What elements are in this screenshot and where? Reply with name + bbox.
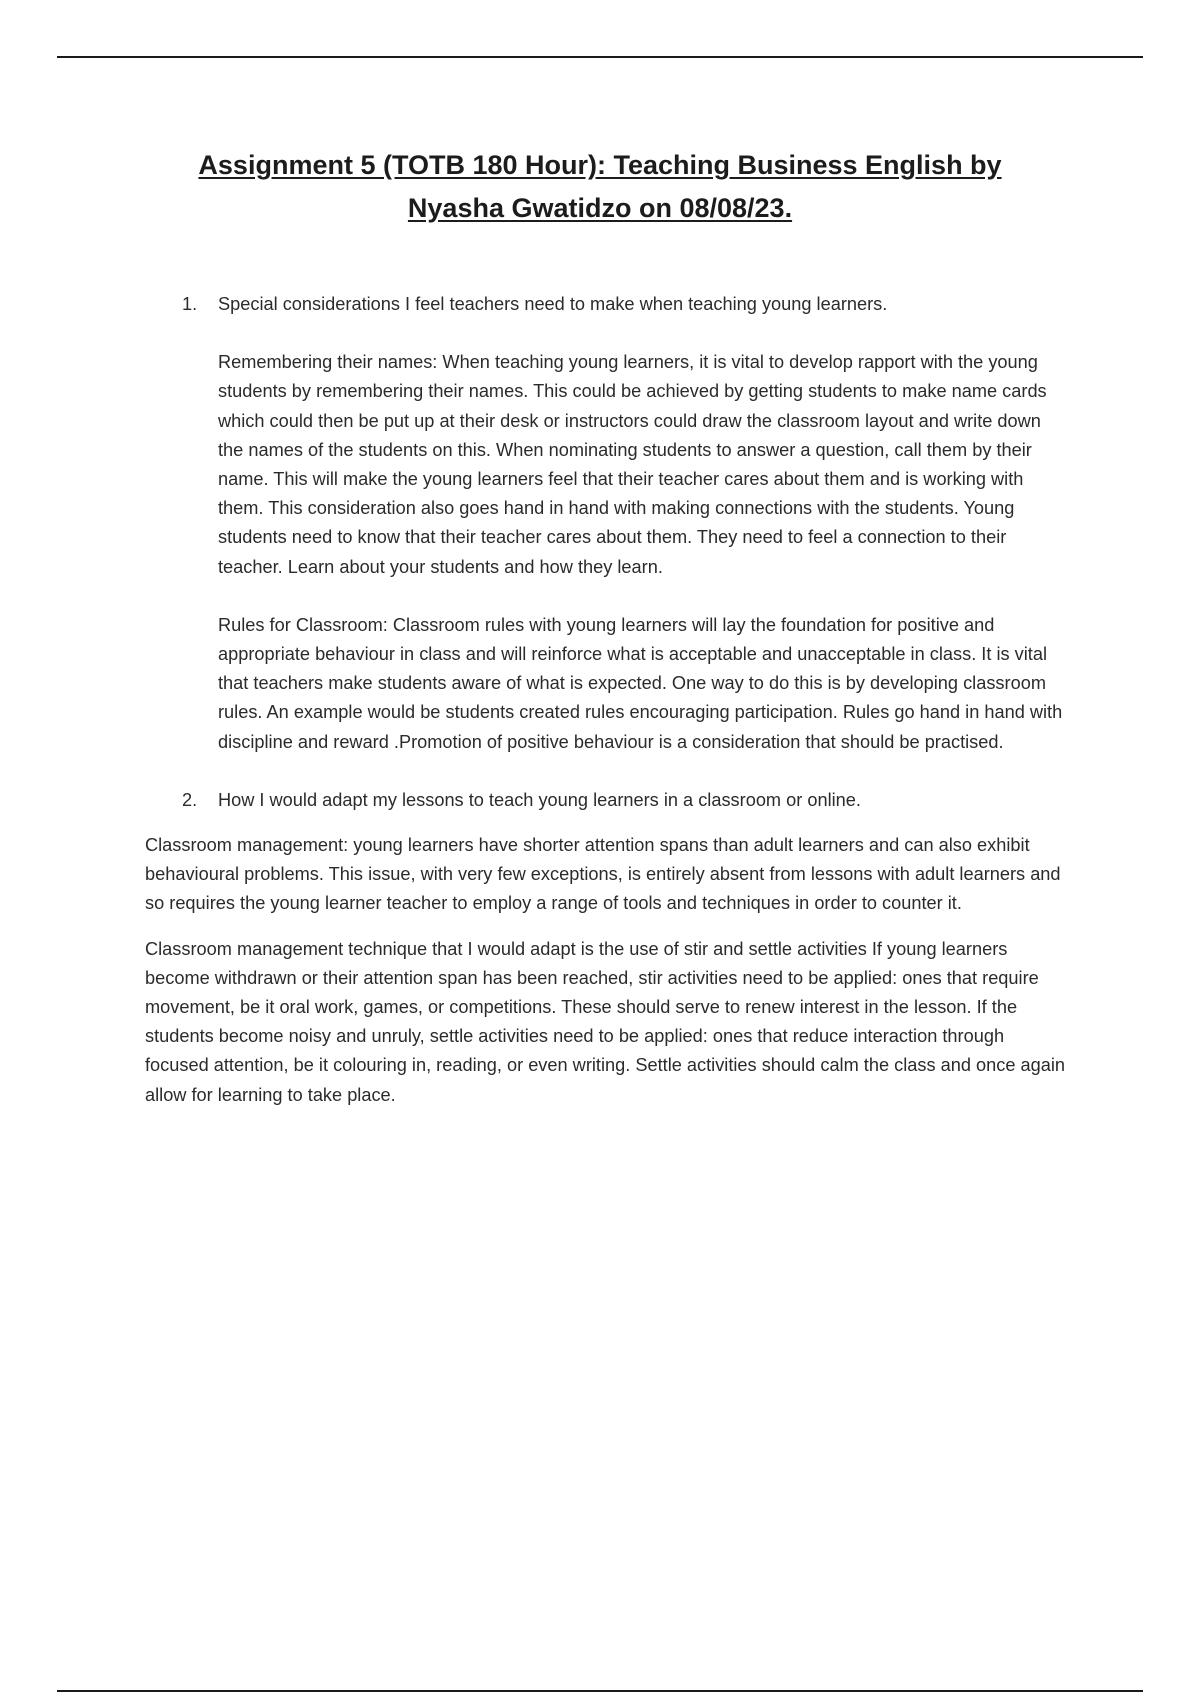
header-rule bbox=[57, 56, 1143, 58]
title-line-1: Assignment 5 (TOTB 180 Hour): Teaching Business English by bbox=[198, 150, 1002, 180]
numbered-item-2 bbox=[145, 786, 1065, 815]
item-text: Special considerations I feel teachers need to make when teaching young learners. bbox=[218, 294, 888, 314]
paragraph-remembering-names: Remembering their names: When teaching young learners, it is vital to develop rapport with the young students by remembering their names. This could be achieved by getting students to make name cards which could then be put up at their desk or instructors could draw the classroom layout and write down the names of the students on this. When nominating students to answer a question, call them by their name. This will make the young learners feel that their teacher cares about them and is working with them. This consideration also goes hand in hand with making connections with the students. Young students need to know that their teacher cares about them. They need to feel a connection to their teacher. Learn about your students and how they learn. bbox=[218, 352, 1047, 577]
footer-rule bbox=[57, 1690, 1143, 1692]
item-text: How I would adapt my lessons to teach young learners in a classroom or online. bbox=[218, 789, 861, 810]
page-title bbox=[150, 144, 1050, 230]
numbered-item-1 bbox=[145, 290, 1065, 319]
paragraph-classroom-rules: Rules for Classroom: Classroom rules with young learners will lay the foundation for positive and appropriate behaviour in class and will reinforce what is acceptable and unacceptable in class. It is vital that teachers make students aware of what is expected. One way to do this is by developing classroom rules. An example would be students created rules encouraging participation. Rules go hand in hand with discipline and reward .Promotion of positive behaviour is a consideration that should be practised. bbox=[218, 614, 1063, 752]
document-body bbox=[145, 290, 1065, 1126]
paragraph-classroom-management: Classroom management: young learners have shorter attention spans than adult learners and can also exhibit behavioural problems. This issue, with very few exceptions, is entirely absent from lessons with adult learners and so requires the young learner teacher to employ a range of tools and techniques in order to counter it. bbox=[145, 835, 1061, 914]
title-line-2: Nyasha Gwatidzo on 08/08/23. bbox=[407, 193, 793, 223]
paragraph-stir-settle: Classroom management technique that I would adapt is the use of stir and settle activities If young learners become withdrawn or their attention span has been reached, stir activities need to be applied: ones that require movement, be it oral work, games, or competitions. These should serve to renew interest in the lesson. If the students become noisy and unruly, settle activities need to be applied: ones that reduce interaction through focused attention, be it colouring in, reading, or even writing. Settle activities should calm the class and once again allow for learning to take place. bbox=[145, 938, 1066, 1105]
item-number: 2. bbox=[182, 789, 198, 810]
item-number: 1. bbox=[182, 294, 198, 314]
